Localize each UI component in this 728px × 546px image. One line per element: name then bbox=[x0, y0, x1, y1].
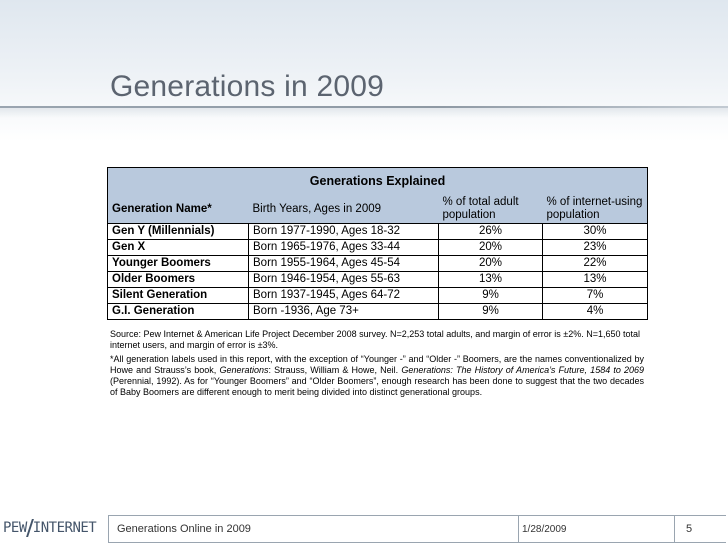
internet-pct-cell: 4% bbox=[543, 304, 648, 320]
generation-name-cell: Gen Y (Millennials) bbox=[108, 224, 249, 240]
header-internet-pct: % of internet-using population bbox=[543, 196, 648, 224]
footer-divider bbox=[518, 515, 519, 543]
footer-page-number: 5 bbox=[686, 523, 693, 535]
generation-name-cell: Silent Generation bbox=[108, 288, 249, 304]
table-notes bbox=[110, 329, 644, 401]
birth-years-cell: Born 1955-1964, Ages 45-54 bbox=[249, 256, 439, 272]
internet-pct-cell: 13% bbox=[543, 272, 648, 288]
generation-name-cell: Younger Boomers bbox=[108, 256, 249, 272]
title-divider-shadow bbox=[0, 108, 728, 118]
table-row bbox=[108, 304, 648, 320]
adult-pct-cell: 20% bbox=[439, 240, 543, 256]
source-note: Source: Pew Internet & American Life Project December 2008 survey. N=2,253 total adults, and margin of error is ±2%. N=1,650 total internet users, and margin of error is ±3%. bbox=[110, 329, 641, 350]
footnote-book-title: Generations bbox=[219, 365, 269, 375]
table-row bbox=[108, 272, 648, 288]
internet-pct-cell: 23% bbox=[543, 240, 648, 256]
footnote-text: *All generation labels used in this report, with the exception of “Younger -” and “Older -” Boomers, are the names conventionalized by Howe and Strauss’s book, bbox=[110, 354, 644, 375]
adult-pct-cell: 9% bbox=[439, 304, 543, 320]
logo-word-internet: INTERNET bbox=[32, 520, 97, 536]
adult-pct-cell: 26% bbox=[439, 224, 543, 240]
table-row bbox=[108, 240, 648, 256]
birth-years-cell: Born 1937-1945, Ages 64-72 bbox=[249, 288, 439, 304]
generation-name-cell: Older Boomers bbox=[108, 272, 249, 288]
birth-years-cell: Born 1946-1954, Ages 55-63 bbox=[249, 272, 439, 288]
table-row bbox=[108, 256, 648, 272]
pew-internet-logo bbox=[3, 514, 103, 542]
header-birth-years: Birth Years, Ages in 2009 bbox=[249, 196, 439, 224]
header-generation-name: Generation Name* bbox=[108, 196, 249, 224]
footnote-text: (Perennial, 1992). As for “Younger Boomers” and “Older Boomers”, enough research has been done to suggest that the two decades of Baby Boomers are different enough to merit being divided into distinct generational groups. bbox=[110, 376, 644, 397]
birth-years-cell: Born 1977-1990, Ages 18-32 bbox=[249, 224, 439, 240]
footer-presentation-title: Generations Online in 2009 bbox=[117, 523, 251, 535]
table-caption: Generations Explained bbox=[108, 168, 648, 196]
footnote-text: : Strauss, William & Howe, Neil. bbox=[268, 365, 402, 375]
generation-label-footnote bbox=[110, 354, 644, 398]
adult-pct-cell: 9% bbox=[439, 288, 543, 304]
slide-title: Generations in 2009 bbox=[110, 70, 384, 103]
internet-pct-cell: 30% bbox=[543, 224, 648, 240]
footnote-book-subtitle: Generations: The History of America’s Future, 1584 to 2069 bbox=[401, 365, 645, 375]
birth-years-cell: Born -1936, Age 73+ bbox=[249, 304, 439, 320]
generations-table bbox=[107, 167, 648, 320]
generation-name-cell: G.I. Generation bbox=[108, 304, 249, 320]
table-row bbox=[108, 288, 648, 304]
footer-divider bbox=[108, 515, 109, 543]
internet-pct-cell: 7% bbox=[543, 288, 648, 304]
adult-pct-cell: 13% bbox=[439, 272, 543, 288]
birth-years-cell: Born 1965-1976, Ages 33-44 bbox=[249, 240, 439, 256]
generation-name-cell: Gen X bbox=[108, 240, 249, 256]
footer-divider bbox=[674, 515, 675, 543]
logo-word-pew: PEW bbox=[3, 520, 27, 536]
header-adult-pct: % of total adult population bbox=[439, 196, 543, 224]
table-row bbox=[108, 224, 648, 240]
table-header-row bbox=[108, 196, 648, 224]
adult-pct-cell: 20% bbox=[439, 256, 543, 272]
footer-date: 1/28/2009 bbox=[522, 524, 567, 535]
internet-pct-cell: 22% bbox=[543, 256, 648, 272]
